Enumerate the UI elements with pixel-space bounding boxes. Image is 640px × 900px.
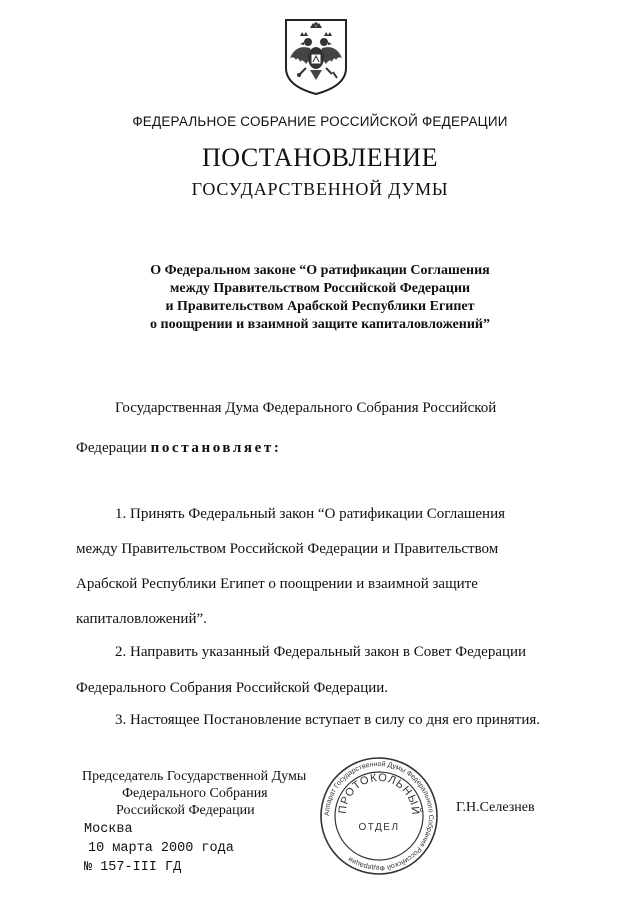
coat-of-arms-icon xyxy=(280,16,352,98)
signature-position xyxy=(82,768,306,819)
item-2-line: 2. Направить указанный Федеральный закон в Совет Федерации xyxy=(115,644,527,660)
assembly-name: ФЕДЕРАЛЬНОЕ СОБРАНИЕ РОССИЙСКОЙ ФЕДЕРАЦИИ xyxy=(132,114,508,129)
preamble-line xyxy=(76,440,576,457)
place-date-block xyxy=(84,820,234,877)
item-3-line: 3. Настоящее Постановление вступает в силу со дня его принятия. xyxy=(115,712,541,728)
resolution-subject xyxy=(0,262,640,334)
preamble-line: Государственная Дума Федерального Собрания Российской xyxy=(115,400,497,416)
item-1-line: капиталовложений”. xyxy=(76,611,207,627)
item-1-line: 1. Принять Федеральный закон “О ратификации Соглашения xyxy=(115,506,506,522)
item-1-line: Арабской Республики Египет о поощрении и взаимной защите xyxy=(76,576,478,592)
stamp-inner-text: ПРОТОКОЛЬНЫЙ xyxy=(336,771,422,816)
subject-line: О Федеральном законе “О ратификации Соглашения xyxy=(150,263,490,278)
subject-line: между Правительством Российской Федерации xyxy=(169,281,471,296)
item-2-line: Федерального Собрания Российской Федерации. xyxy=(76,680,389,696)
signer-name: Г.Н.Селезнев xyxy=(456,800,535,815)
stamp-center-text: ОТДЕЛ xyxy=(358,822,400,833)
preamble-decree-word: постановляет: xyxy=(150,440,282,456)
subject-line: о поощрении и взаимной защите капиталовложений” xyxy=(150,317,490,332)
city: Москва xyxy=(84,822,133,837)
position-line: Российской Федерации xyxy=(116,803,255,818)
stamp-outer-text: Аппарат Государственной Думы Федерального Собрания Российской Федерации xyxy=(323,760,435,872)
position-line: Федерального Собрания xyxy=(122,786,268,801)
position-line: Председатель Государственной Думы xyxy=(82,769,307,784)
document-title: ПОСТАНОВЛЕНИЕ xyxy=(202,143,438,172)
official-stamp xyxy=(316,754,442,878)
date: 10 марта 2000 года xyxy=(88,841,234,856)
preamble-prefix: Федерации xyxy=(76,440,151,456)
document-number: № 157-III ГД xyxy=(84,860,182,875)
subject-line: и Правительством Арабской Республики Египет xyxy=(165,299,475,314)
document-subtitle: ГОСУДАРСТВЕННОЙ ДУМЫ xyxy=(191,179,449,199)
item-1-line: между Правительством Российской Федерации и Правительством xyxy=(76,541,499,557)
